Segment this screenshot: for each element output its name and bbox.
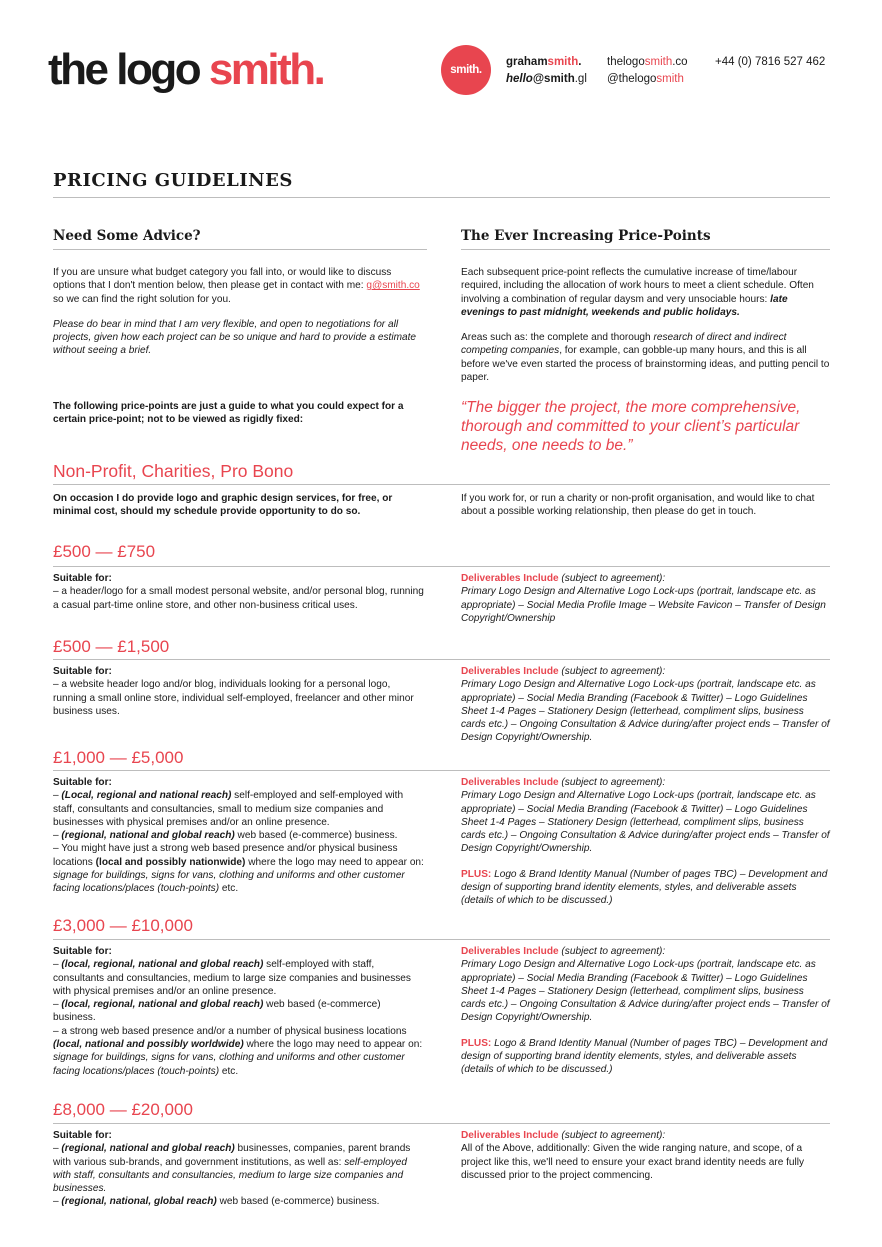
increasing-divider: [461, 249, 830, 250]
advice-text: If you are unsure what budget category you fall into, or would like to discuss options that I don't mention below, then please get in contact with me: g@smith.co so we can find the right solution for you. Please do bear in mind that I am very flexible, and open to negotiations for all projects, given how each project can be so unique and hard to provide a estimate without seeing a brief.: [53, 267, 420, 357]
title-divider: [53, 197, 830, 198]
tier-divider: [53, 1123, 830, 1124]
logo-badge: smith.: [441, 45, 491, 95]
increasing-text: Each subsequent price-point reflects the cumulative increase of time/labour required, including the allocation of work hours to meet a client schedule. Often involving a combination of regular daysm and very unsociable hours: late evenings to past midnight, weekends and public holidays. Areas such as: the complete and thorough research of direct and indirect competing companies, for example, can gobble-up many hours, and this is all before we've even started the process of brainstorming ideas, and putting pencil to paper.: [461, 267, 830, 384]
tier-divider: [53, 770, 830, 771]
contact-email[interactable]: hello@smith.gl: [506, 73, 587, 85]
tier-price: £500 — £750: [53, 542, 156, 561]
advice-email-link[interactable]: g@smith.co: [366, 280, 420, 292]
nonprofit-heading: Non-Profit, Charities, Pro Bono: [53, 461, 294, 481]
pull-quote: “The bigger the project, the more comprehensive, thorough and committed to your client’s particular needs, one needs to be.”: [461, 399, 801, 454]
tier-suitable: Suitable for: – a header/logo for a small modest personal website, and/or personal blog, running a casual part-time online store, and other non-business critical uses.: [53, 573, 424, 611]
tier-suitable: Suitable for: – (local, regional, national and global reach) self-employed with staff, consultants and consultancies, medium to large size companies and businesses with physical premises and/or an online presence. – (local, regional, national and global reach) web based (e-commerce) business. – a strong web based presence and/or a number of physical business locations (local, national and possibly worldwide) where the logo may need to appear on: signage for buildings, signs for vans, clothing and uniforms and other customer facing locations/places (touch-points) etc.: [53, 946, 423, 1077]
logo: the logo smith.: [48, 45, 324, 94]
contact-name: grahamsmith.: [506, 56, 582, 68]
tier-suitable: Suitable for: – (Local, regional and national reach) self-employed and self-employed with staff, consultants and consultancies, small to medium size companies and businesses with physical premises and/or an online presence. – (regional, national and global reach) web based (e-commerce) business. – You might have just a strong web based presence and/or physical business locations (local and possibly nationwide) where the logo may need to appear on: signage for buildings, signs for vans, clothing and uniforms and other customer facing locations/places (touch-points) etc.: [53, 777, 424, 895]
tier-suitable: Suitable for: – (regional, national and global reach) businesses, companies, parent brands with various sub-brands, and government institutions, as well as: self-employed with staff, consultants and consultancies, medium to large size companies and businesses. – (regional, national, global reach) web based (e-commerce) business.: [53, 1130, 411, 1208]
nonprofit-right-text: If you work for, or run a charity or non-profit organisation, and would like to chat about a possible working relationship, then please do get in touch.: [461, 493, 815, 518]
tier-divider: [53, 566, 830, 567]
advice-heading: Need Some Advice?: [53, 228, 201, 244]
tier-deliverables: Deliverables Include (subject to agreement): Primary Logo Design and Alternative Logo Lock-ups (portrait, landscape etc. as appropriate) – Social Media Branding (Facebook & Twitter) – Logo Guidelines Sheet 1-4 Pages – Stationery Design (letterhead, compliment slips, business cards etc.) – Ongoing Consultation & Advice during/after project ends – Transfer of Design Copyright/Ownership. PLUS: Logo & Brand Identity Manual (Number of pages TBC) – Development and design of supporting brand identity elements, styles, and deliverable assets (details of which to be discussed.): [461, 777, 830, 907]
tier-price: £1,000 — £5,000: [53, 748, 184, 767]
tier-divider: [53, 939, 830, 940]
contact-website[interactable]: thelogosmith.co: [607, 56, 688, 68]
contact-handle[interactable]: @thelogosmith: [607, 73, 684, 85]
advice-divider: [53, 249, 427, 250]
tier-price: £3,000 — £10,000: [53, 916, 193, 935]
tier-deliverables: Deliverables Include (subject to agreement): Primary Logo Design and Alternative Logo Lock-ups (portrait, landscape etc. as appropriate) – Social Media Branding (Facebook & Twitter) – Logo Guidelines Sheet 1-4 Pages – Stationery Design (letterhead, compliment slips, business cards etc.) – Ongoing Consultation & Advice during/after project ends – Transfer of Design Copyright/Ownership. PLUS: Logo & Brand Identity Manual (Number of pages TBC) – Development and design of supporting brand identity elements, styles, and deliverable assets (details of which to be discussed.): [461, 946, 830, 1076]
increasing-heading: The Ever Increasing Price-Points: [461, 228, 711, 244]
tier-price: £8,000 — £20,000: [53, 1100, 193, 1119]
tier-divider: [53, 659, 830, 660]
tier-deliverables: Deliverables Include (subject to agreement): All of the Above, additionally: Given the wide ranging nature, and scope, of a project like this, we'll need to ensure your exact brand identity needs are fully discussed prior to the project commencing.: [461, 1130, 805, 1181]
nonprofit-left-text: On occasion I do provide logo and graphic design services, for free, or minimal cost, should my schedule provide opportunity to do so.: [53, 493, 393, 518]
tier-deliverables: Deliverables Include (subject to agreement): Primary Logo Design and Alternative Logo Lock-ups (portrait, landscape etc. as appropriate) – Social Media Branding (Facebook & Twitter) – Logo Guidelines Sheet 1-4 Pages – Stationery Design (letterhead, compliment slips, business cards etc.) – Ongoing Consultation & Advice during/after project ends – Transfer of Design Copyright/Ownership.: [461, 666, 830, 744]
nonprofit-divider: [53, 484, 830, 485]
advice-guide-note: The following price-points are just a guide to what you could expect for a certain price-point; not to be viewed as rigidly fixed:: [53, 401, 404, 426]
contact-phone: +44 (0) 7816 527 462: [715, 56, 826, 68]
tier-deliverables: Deliverables Include (subject to agreement): Primary Logo Design and Alternative Logo Lock-ups (portrait, landscape etc. as appropriate) – Social Media Profile Image – Website Favicon – Transfer of Design Copyright/Ownership: [461, 573, 826, 624]
page-title: PRICING GUIDELINES: [53, 170, 293, 191]
tier-suitable: Suitable for: – a website header logo and/or blog, individuals looking for a personal logo, running a small online store, individual self-employed, freelancer and other minor business uses.: [53, 666, 414, 717]
tier-price: £500 — £1,500: [53, 637, 170, 656]
